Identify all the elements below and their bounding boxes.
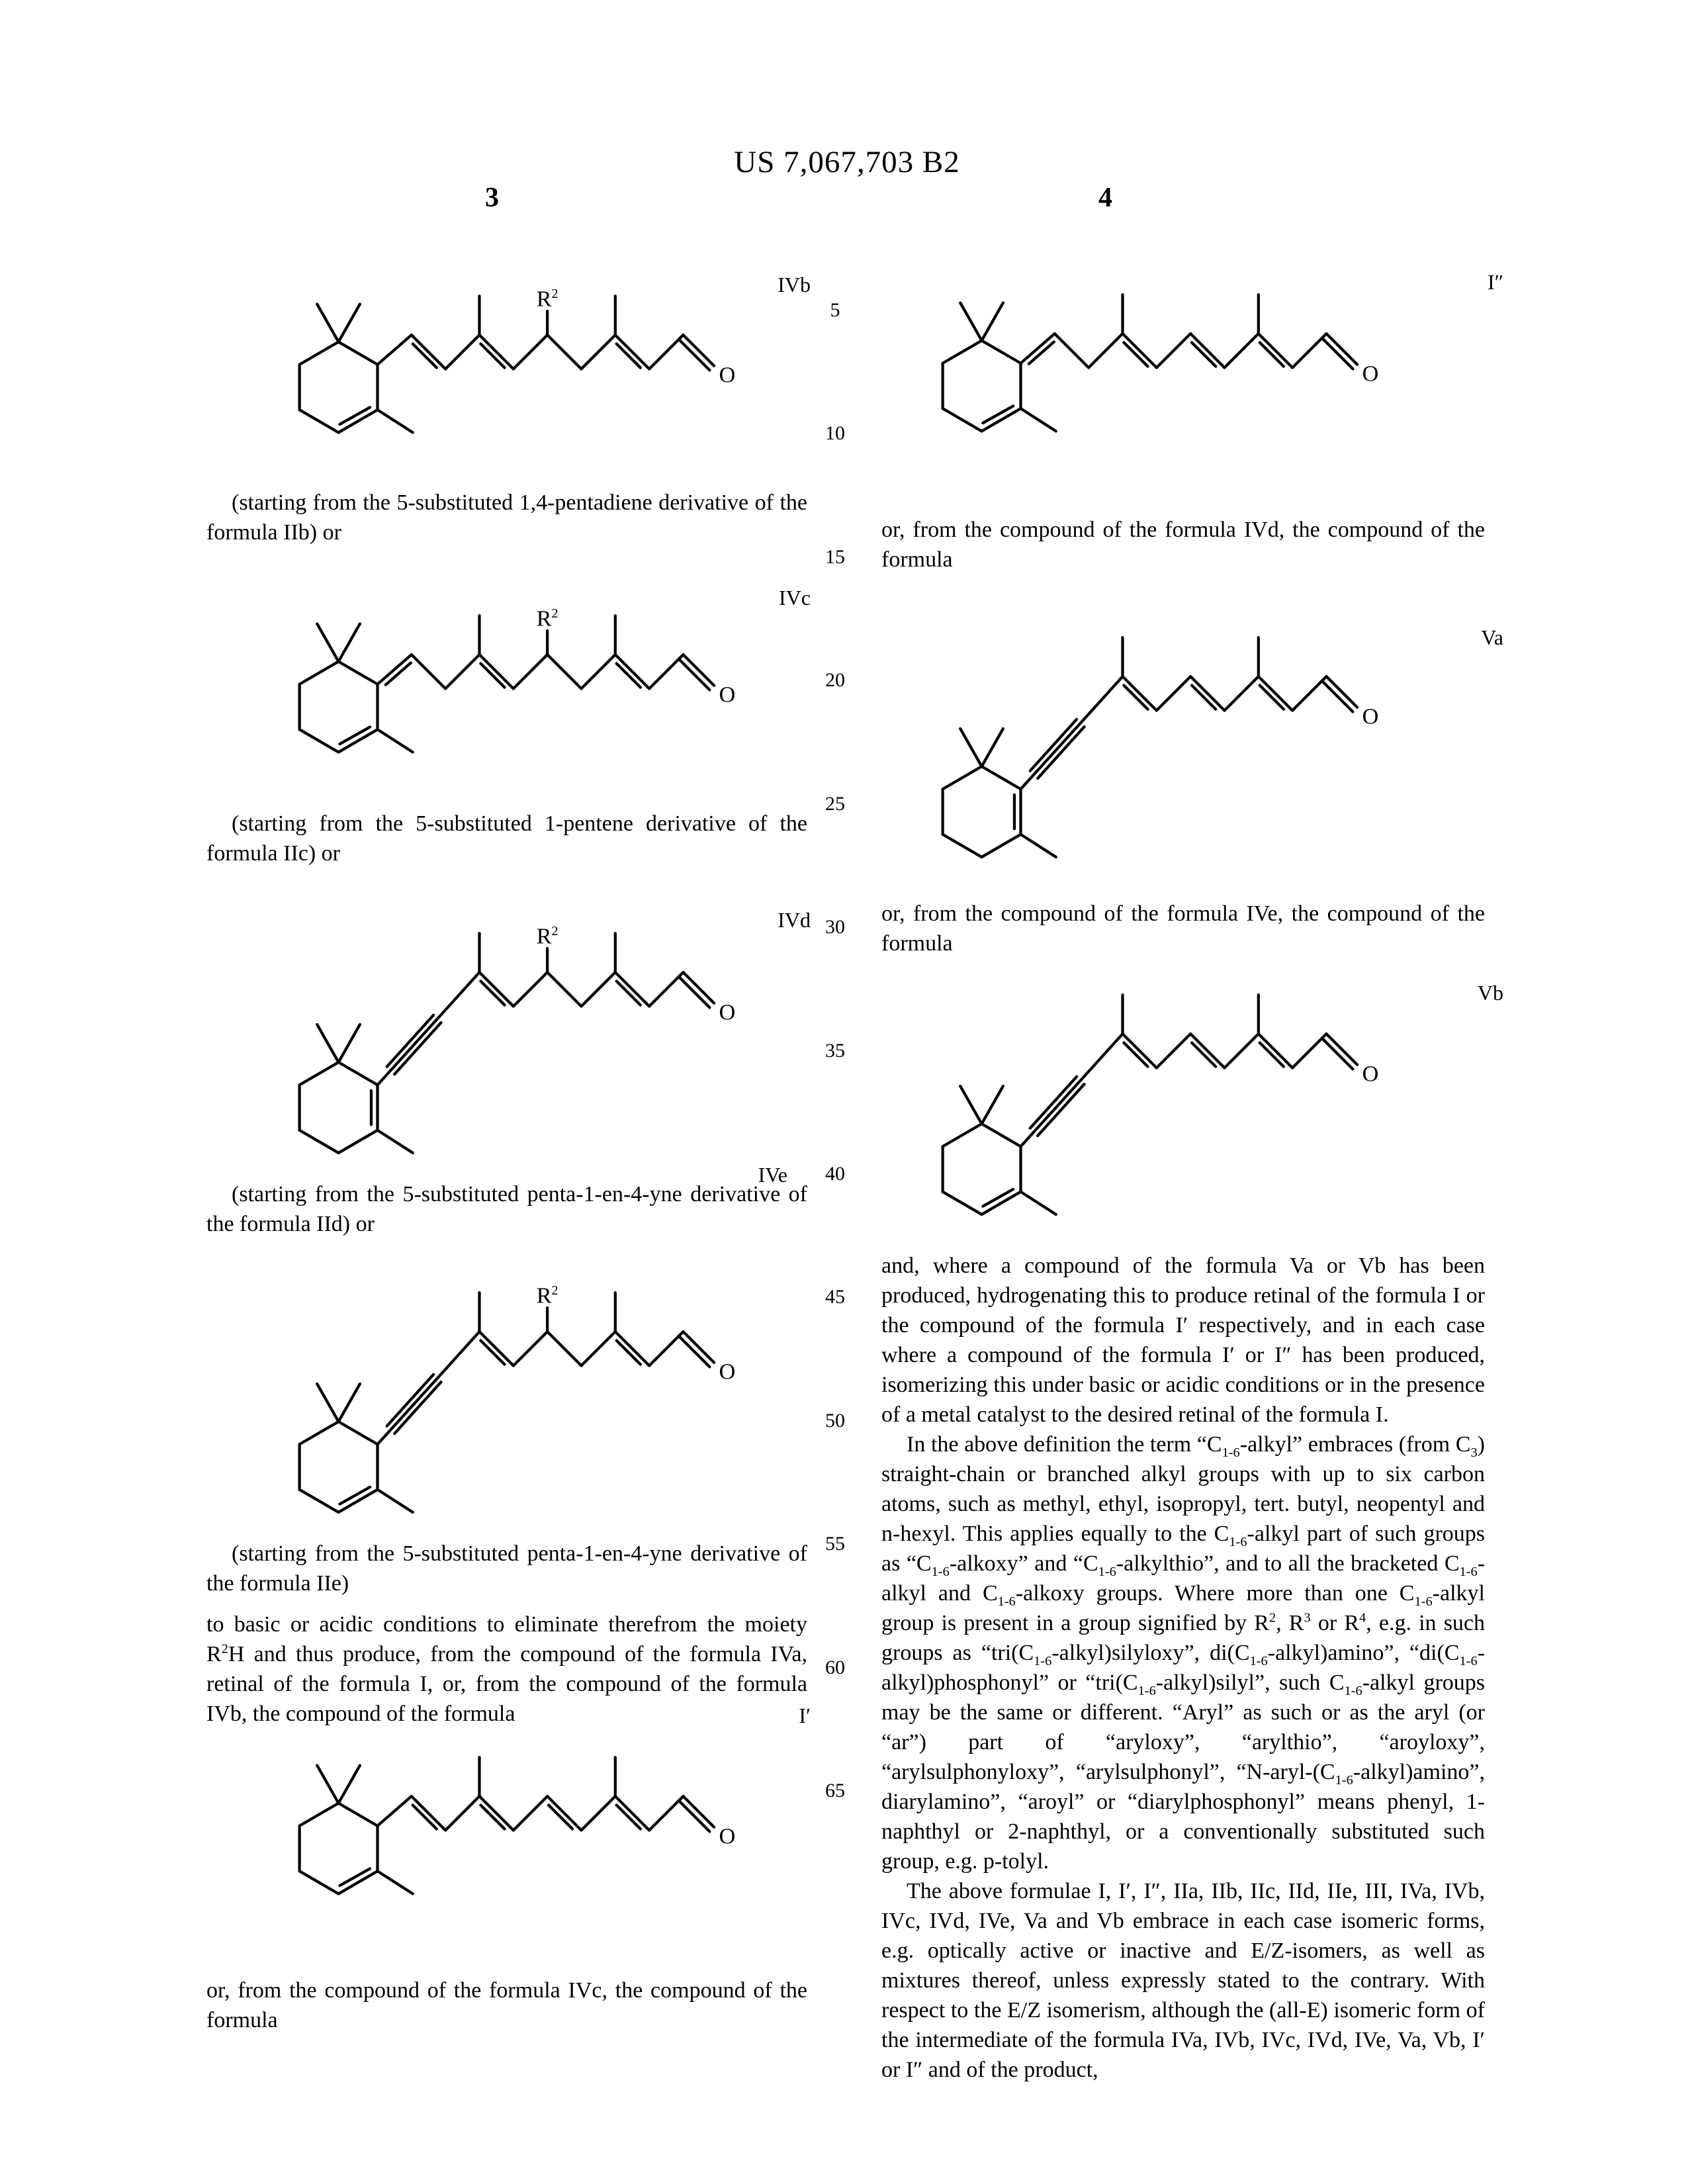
formula-Vb-structure — [887, 985, 1396, 1238]
left-column-paragraph: to basic or acidic conditions to eliminate therefrom the moiety $R^2H$ and thus produce, from the compound of the formula IVa, retinal of the formula I, or, from the compound of the formula IVb, the compound of the formula — [206, 1612, 807, 1726]
oxygen-atom-label: O — [719, 1000, 736, 1025]
line-number: 35 — [825, 1040, 845, 1062]
formula-I-double-prime-structure — [887, 285, 1396, 453]
line-number: 60 — [825, 1657, 845, 1678]
line-number: 15 — [825, 546, 845, 568]
line-number: 20 — [825, 669, 845, 691]
caption-formula-IVb: (starting from the 5-substituted 1,4-pentadiene derivative of the formula IIb) or — [206, 490, 807, 545]
caption-formula-IVc: (starting from the 5-substituted 1-pentene derivative of the formula IIc) or — [206, 811, 807, 866]
r2-substituent-label: $R^2$ — [536, 287, 558, 312]
formula-label-Va: Va — [1481, 625, 1503, 649]
formula-label-IVc: IVc — [779, 586, 811, 610]
chemical-structure-drawing — [244, 606, 753, 774]
line-number: 40 — [825, 1163, 845, 1185]
oxygen-atom-label: O — [719, 1824, 736, 1849]
chemical-structure-drawing — [244, 1283, 753, 1535]
line-number: 5 — [830, 299, 840, 321]
oxygen-atom-label: O — [719, 363, 736, 388]
caption-formula-Va: or, from the compound of the formula IVe, the compound of the formula — [881, 901, 1485, 956]
chemical-structure-drawing — [887, 285, 1396, 453]
oxygen-atom-label: O — [719, 1359, 736, 1385]
right-column-number: 4 — [1098, 183, 1112, 213]
caption-formula-IVe: (starting from the 5-substituted penta-1-en-4-yne derivative of the formula IIe) — [206, 1541, 807, 1596]
formula-IVd-structure — [244, 923, 753, 1176]
formula-label-I-double-prime: I″ — [1488, 270, 1503, 294]
chemical-structure-drawing — [244, 286, 753, 455]
oxygen-atom-label: O — [1362, 1062, 1379, 1087]
right-column-text — [881, 1251, 1485, 2085]
formula-label-IVb: IVb — [778, 273, 811, 296]
line-number: 55 — [825, 1533, 845, 1555]
oxygen-atom-label: O — [1362, 361, 1379, 387]
formula-label-IVd: IVd — [778, 908, 811, 932]
chemical-structure-drawing — [887, 985, 1396, 1238]
formula-IVb-structure — [244, 286, 753, 455]
formula-Va-structure — [887, 627, 1396, 880]
oxygen-atom-label: O — [1362, 704, 1379, 729]
oxygen-atom-label: O — [719, 682, 736, 707]
line-number: 65 — [825, 1780, 845, 1801]
line-number: 25 — [825, 793, 845, 815]
patent-number-header: US 7,067,703 B2 — [734, 145, 960, 179]
left-column-number: 3 — [485, 183, 499, 213]
formula-label-Vb: Vb — [1477, 981, 1503, 1005]
line-number: 50 — [825, 1410, 845, 1432]
right-paragraph-1: and, where a compound of the formula Va or Vb has been produced, hydrogenating this to produce retinal of the formula I or the compound of the formula I′ respectively, and in each case where a compound of the formula I′ or I″ has been produced, isomerizing this under basic or acidic conditions or in the presence of a metal catalyst to the desired retinal of the formula I. — [881, 1253, 1485, 1427]
line-number: 45 — [825, 1286, 845, 1308]
caption-formula-I-double-prime: or, from the compound of the formula IVd, the compound of the formula — [881, 518, 1485, 572]
line-number: 30 — [825, 916, 845, 938]
formula-IVe-structure — [244, 1283, 753, 1535]
formula-I-prime-structure — [244, 1747, 753, 1916]
caption-bottom-left: or, from the compound of the formula IVc, the compound of the formula — [206, 1978, 807, 2032]
formula-IVc-structure — [244, 606, 753, 774]
caption-formula-IVd: (starting from the 5-substituted penta-1-en-4-yne derivative of the formula IId) or — [206, 1182, 807, 1236]
r2-substituent-label: $R^2$ — [536, 1283, 558, 1308]
r2-substituent-label: $R^2$ — [536, 606, 558, 631]
right-paragraph-3: The above formulae I, I′, I″, IIa, IIb, IIc, IId, IIe, III, IVa, IVb, IVc, IVd, IVe, Va and Vb embrace in each case isomeric forms, e.g. optically active or inactive and E/Z-isomers, as well as mixtures thereof, unless expressly stated to the contrary. With respect to the E/Z isomerism, although the (all-E) isomeric form of the intermediate of the formula IVa, IVb, IVc, IVd, IVe, Va, Vb, I′ or I″ and of the product, — [881, 1879, 1485, 2082]
formula-label-I-prime: I′ — [799, 1704, 811, 1727]
right-paragraph-2: In the above definition the term “$C_{1-6}$-alkyl” embraces (from $C_3$) straight-chain or branched alkyl groups with up to six carbon atoms, such as methyl, ethyl, isopropyl, tert. butyl, neopentyl and n-hexyl. This applies equally to the $C_{1-6}$-alkyl part of such groups as “$C_{1-6}$-alkoxy” and “$C_{1-6}$-alkylthio”, and to all the bracketed $C_{1-6}$-alkyl and $C_{1-6}$-alkoxy groups. Where more than one $C_{1-6}$-alkyl group is present in a group signified by $R^2$, $R^3$ or $R^4$, e.g. in such groups as “$tri(C_{1-6}-alkyl)silyloxy$”, $di(C_{1-6}-alkyl)amino$”, “$di(C_{1-6}-alkyl)phosphonyl$” or “$tri(C_{1-6}-alkyl)silyl$”, such $C_{1-6}$-alkyl groups may be the same or different. “Aryl” as such or as the aryl (or “ar”) part of “aryloxy”, “arylthio”, “aroyloxy”, “arylsulphonyloxy”, “arylsulphonyl”, “$N-aryl-(C_{1-6}-alkyl)amino$”, diarylamino”, “aroyl” or “diarylphosphonyl” means phenyl, 1-naphthyl or 2-naphthyl, or a conventionally substituted such group, e.g. p-tolyl. — [881, 1432, 1486, 1874]
formula-label-IVe: IVe — [758, 1163, 787, 1187]
chemical-structure-drawing — [887, 627, 1396, 880]
chemical-structure-drawing — [244, 923, 753, 1176]
r2-substituent-label: $R^2$ — [536, 924, 558, 949]
line-number: 10 — [825, 422, 845, 444]
chemical-structure-drawing — [244, 1747, 753, 1916]
